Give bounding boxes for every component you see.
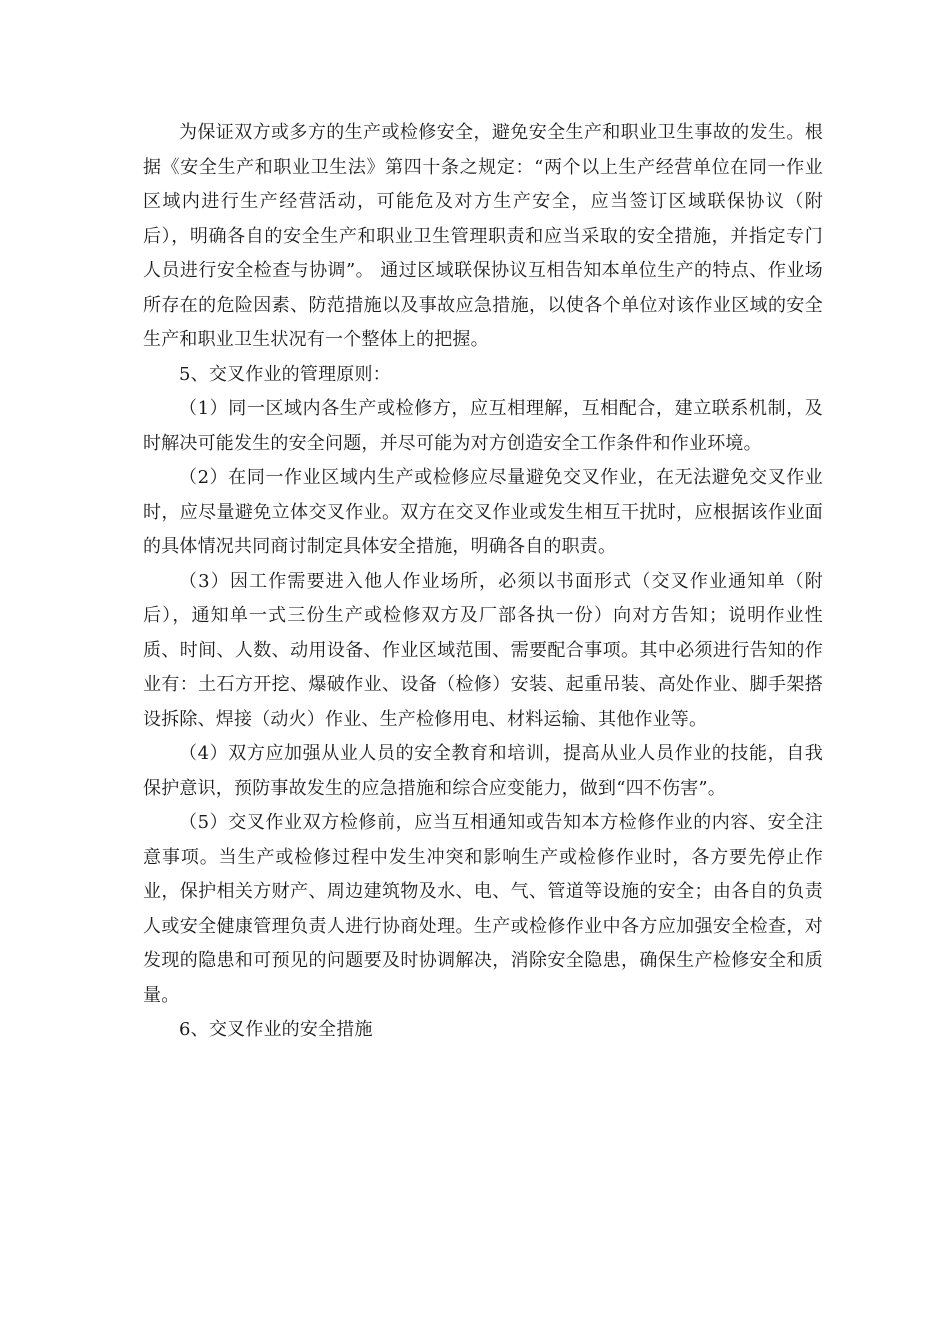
document-body (143, 116, 823, 1048)
paragraph-principle-5: （5）交叉作业双方检修前，应当互相通知或告知本方检修作业的内容、安全注意事项。当生产或检修过程中发生冲突和影响生产或检修作业时，各方要先停止作业，保护相关方财产、周边建筑物及水、电、气、管道等设施的安全；由各自的负责人或安全健康管理负责人进行协商处理。生产或检修作业中各方应加强安全检查，对发现的隐患和可预见的问题要及时协调解决，消除安全隐患，确保生产检修安全和质量。 (143, 812, 823, 1006)
paragraph-principle-3: （3）因工作需要进入他人作业场所，必须以书面形式（交叉作业通知单（附后），通知单一式三份生产或检修双方及厂部各执一份）向对方告知；说明作业性质、时间、人数、动用设备、作业区域范围、需要配合事项。其中必须进行告知的作业有：土石方开挖、爆破作业、设备（检修）安装、起重吊装、高处作业、脚手架搭设拆除、焊接（动火）作业、生产检修用电、材料运输、其他作业等。 (143, 570, 823, 730)
paragraph-principle-2: （2）在同一作业区域内生产或检修应尽量避免交叉作业，在无法避免交叉作业时，应尽量避免立体交叉作业。双方在交叉作业或发生相互干扰时，应根据该作业面的具体情况共同商讨制定具体安全措施，明确各自的职责。 (143, 467, 823, 557)
section-heading-6: 6、交叉作业的安全措施 (179, 1019, 373, 1040)
paragraph-principle-1: （1）同一区域内各生产或检修方，应互相理解，互相配合，建立联系机制，及时解决可能发生的安全问题，并尽可能为对方创造安全工作条件和作业环境。 (143, 398, 823, 454)
paragraph-principle-4: （4）双方应加强从业人员的安全教育和培训，提高从业人员作业的技能，自我保护意识，预防事故发生的应急措施和综合应变能力，做到“四不伤害”。 (143, 743, 823, 799)
paragraph-intro: 为保证双方或多方的生产或检修安全，避免安全生产和职业卫生事故的发生。根据《安全生产和职业卫生法》第四十条之规定：“两个以上生产经营单位在同一作业区域内进行生产经营活动，可能危及对方生产安全，应当签订区域联保协议（附后），明确各自的安全生产和职业卫生管理职责和应当采取的安全措施，并指定专门人员进行安全检查与协调”。 通过区域联保协议互相告知本单位生产的特点、作业场所存在的危险因素、防范措施以及事故应急措施，以使各个单位对该作业区域的安全生产和职业卫生状况有一个整体上的把握。 (143, 122, 823, 350)
section-heading-5: 5、交叉作业的管理原则： (179, 363, 391, 385)
